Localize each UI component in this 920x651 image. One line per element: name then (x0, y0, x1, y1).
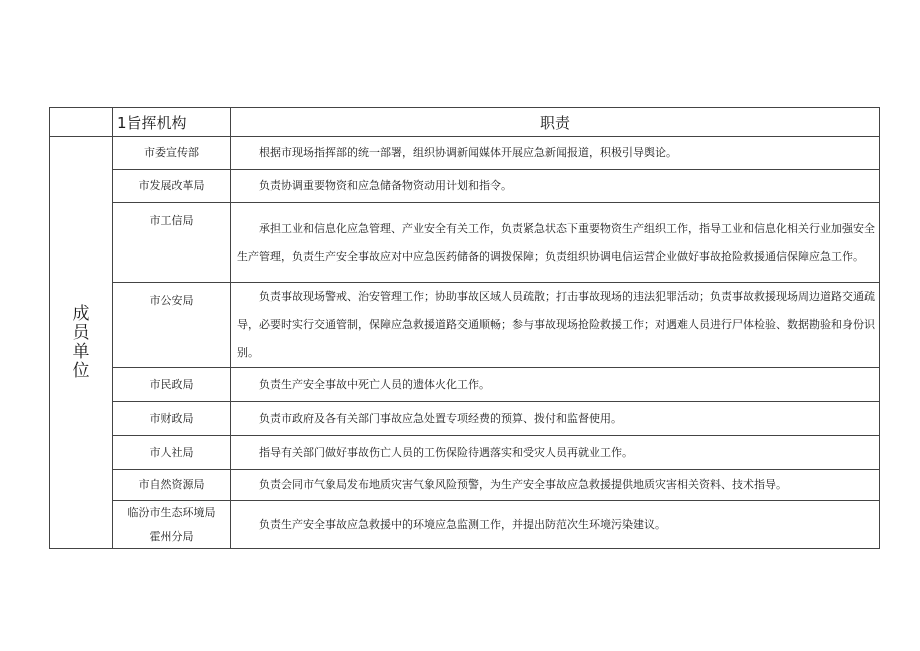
table-row (50, 170, 880, 203)
duty-cell (231, 501, 880, 549)
header-row (50, 108, 880, 137)
duty-cell (231, 436, 880, 470)
duty-cell (231, 203, 880, 283)
table-row (50, 368, 880, 402)
duty-cell (231, 137, 880, 170)
agency-cell: 市公安局 (113, 283, 231, 368)
responsibility-table (49, 107, 880, 549)
duty-cell (231, 402, 880, 436)
table-row (50, 402, 880, 436)
agency-cell: 市民政局 (113, 368, 231, 402)
duty-text: 负责事故现场警戒、治安管理工作；协助事故区域人员疏散；打击事故现场的违法犯罪活动；负责事故救援现场周边道路交通疏导，必要时实行交通管制，保障应急救援道路交通顺畅；参与事故现场抢险救援工作；对遇难人员进行尸体检验、数据勘验和身份识别。 (237, 290, 875, 359)
agency-cell: 市财政局 (113, 402, 231, 436)
duty-cell (231, 283, 880, 368)
agency-cell: 市自然资源局 (113, 470, 231, 501)
agency-cell: 市委宣传部 (113, 137, 231, 170)
header-blank-cell (50, 108, 113, 137)
duty-text: 负责生产安全事故中死亡人员的遗体火化工作。 (259, 377, 490, 391)
agency-cell: 市人社局 (113, 436, 231, 470)
agency-cell: 市工信局 (113, 203, 231, 283)
header-agency: 1旨挥机构 (113, 108, 231, 137)
agency-line-2: 霍州分局 (149, 530, 194, 543)
duty-text: 根据市现场指挥部的统一部署，组织协调新闻媒体开展应急新闻报道，积极引导舆论。 (259, 146, 677, 159)
group-label-text: 成员单位 (72, 303, 90, 381)
agency-cell (113, 501, 231, 549)
table-row (50, 203, 880, 283)
table-row (50, 501, 880, 549)
duty-text: 负责会同市气象局发布地质灾害气象风险预警，为生产安全事故应急救援提供地质灾害相关资料、技术指导。 (259, 478, 787, 491)
agency-line-1: 临汾市生态环境局 (127, 506, 216, 519)
table-row (50, 137, 880, 170)
duty-cell (231, 470, 880, 501)
table-row (50, 283, 880, 368)
group-label (50, 137, 113, 549)
duty-cell (231, 368, 880, 402)
duty-cell (231, 170, 880, 203)
table-row (50, 436, 880, 470)
duty-text: 负责市政府及各有关部门事故应急处置专项经费的预算、拨付和监督使用。 (259, 411, 622, 425)
duty-text: 指导有关部门做好事故伤亡人员的工伤保险待遇落实和受灾人员再就业工作。 (259, 445, 633, 459)
duty-text: 承担工业和信息化应急管理、产业安全有关工作，负责紧急状态下重要物资生产组织工作，指导工业和信息化相关行业加强安全生产管理，负责生产安全事故应对中应急医药储备的调拨保障；负责组织协调电信运营企业做好事故抢险救援通信保障应急工作。 (237, 221, 875, 263)
table-row (50, 470, 880, 501)
header-duty: 职责 (231, 108, 880, 137)
duty-text: 负责协调重要物资和应急储备物资动用计划和指令。 (259, 179, 512, 192)
agency-cell: 市发展改革局 (113, 170, 231, 203)
duty-text: 负责生产安全事故应急救援中的环境应急监测工作，并提出防范次生环境污染建议。 (259, 517, 666, 531)
